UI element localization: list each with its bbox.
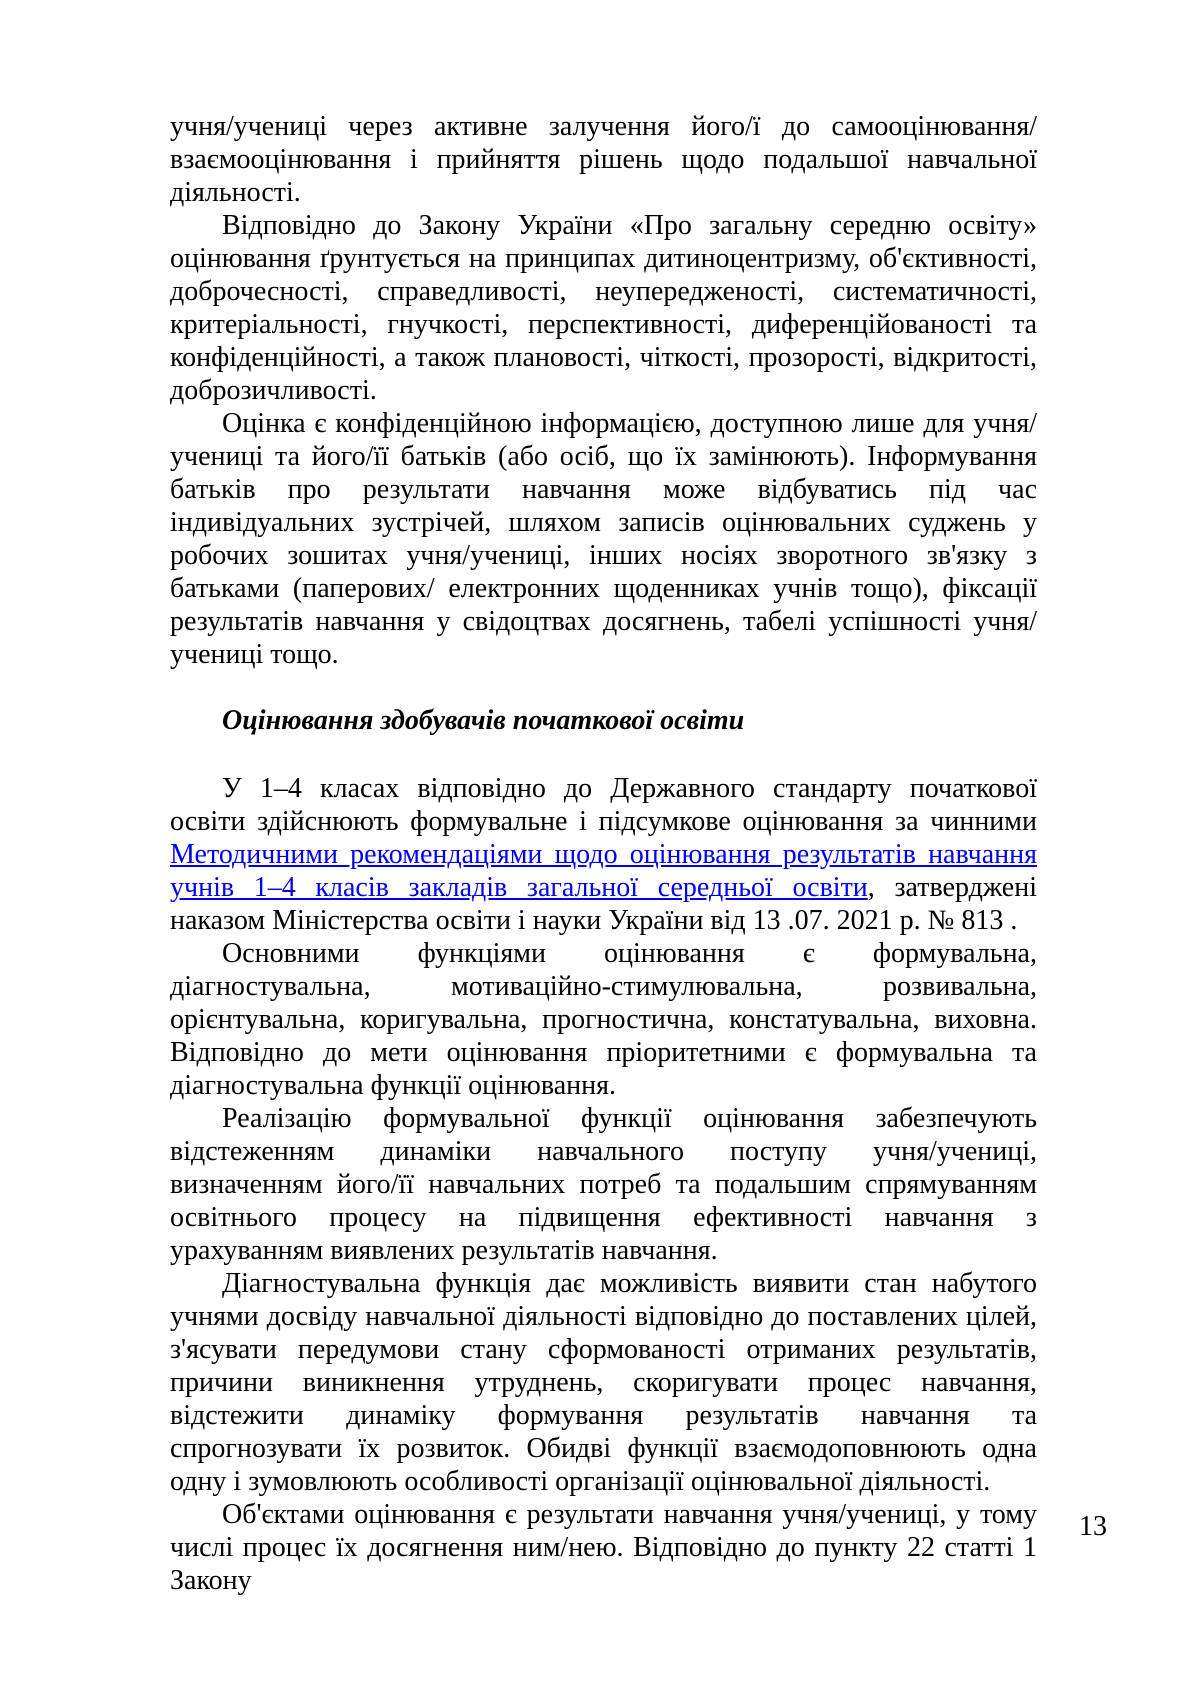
paragraph-continuation: учня/учениці через активне залучення його/ї до самооцінювання/ взаємооцінювання і прийняття рішень щодо подальшої навчальної діяльності. bbox=[170, 111, 1037, 208]
paragraph-grades-1-4 bbox=[170, 772, 1037, 937]
paragraph-assessment-functions: Основними функціями оцінювання є формувальна, діагностувальна, мотиваційно-стимулювальна, розвивальна, орієнтувальна, коригувальна, прогностична, констатувальна, виховна. Відповідно до мети оцінювання пріоритетними є формувальна та діагностувальна функції оцінювання. bbox=[170, 938, 1037, 1101]
text-block bbox=[170, 110, 1037, 1597]
paragraph-assessment-objects: Об'єктами оцінювання є результати навчання учня/учениці, у тому числі процес їх досягнення ним/нею. Відповідно до пункту 22 статті 1 Закону bbox=[170, 1499, 1037, 1596]
methodical-recommendations-link[interactable]: Методичними рекомендаціями щодо оцінювання результатів навчання учнів 1–4 класів закладів загальної середньої освіти bbox=[170, 839, 1037, 903]
paragraph-diagnostic-function: Діагностувальна функція дає можливість виявити стан набутого учнями досвіду навчальної діяльності відповідно до поставлених цілей, з'ясувати передумови стану сформованості отриманих результатів, причини виникнення утруднень, скоригувати процес навчання, відстежити динаміку формування результатів навчання та спрогнозувати їх розвиток. Обидві функції взаємодоповнюють одна одну і зумовлюють особливості організації оцінювальної діяльності. bbox=[170, 1268, 1037, 1497]
paragraph-confidentiality: Оцінка є конфіденційною інформацією, доступною лише для учня/учениці та його/її батьків (або осіб, що їх замінюють). Інформування батьків про результати навчання може відбуватись під час індивідуальних зустрічей, шляхом записів оцінювальних суджень у робочих зошитах учня/учениці, інших носіях зворотного зв'язку з батьками (паперових/ електронних щоденниках учнів тощо), фіксації результатів навчання у свідоцтвах досягнень, табелі успішності учня/учениці тощо. bbox=[170, 408, 1037, 670]
paragraph-principles: Відповідно до Закону України «Про загальну середню освіту» оцінювання ґрунтується на принципах дитиноцентризму, об'єктивності, доброчесності, справедливості, неупередженості, систематичності, критеріальності, гнучкості, перспективності, диференційованості та конфіденційності, а також плановості, чіткості, прозорості, відкритості, доброзичливості. bbox=[170, 210, 1037, 406]
paragraph-formative-function: Реалізацію формувальної функції оцінювання забезпечують відстеженням динаміки навчального поступу учня/учениці, визначенням його/її навчальних потреб та подальшим спрямуванням освітнього процесу на підвищення ефективності навчання з урахуванням виявлених результатів навчання. bbox=[170, 1103, 1037, 1266]
page-number: 13 bbox=[1079, 1511, 1107, 1542]
paragraph-text-after-link: , затверджені наказом Міністерства освіти і науки України від 13 .07. 2021 р. № 813 . bbox=[170, 872, 1037, 936]
paragraph-text-before-link: У 1–4 класах відповідно до Державного стандарту початкової освіти здійснюють формувальне і підсумкове оцінювання за чинними bbox=[170, 773, 1037, 837]
section-heading: Оцінювання здобувачів початкової освіти bbox=[222, 705, 745, 736]
